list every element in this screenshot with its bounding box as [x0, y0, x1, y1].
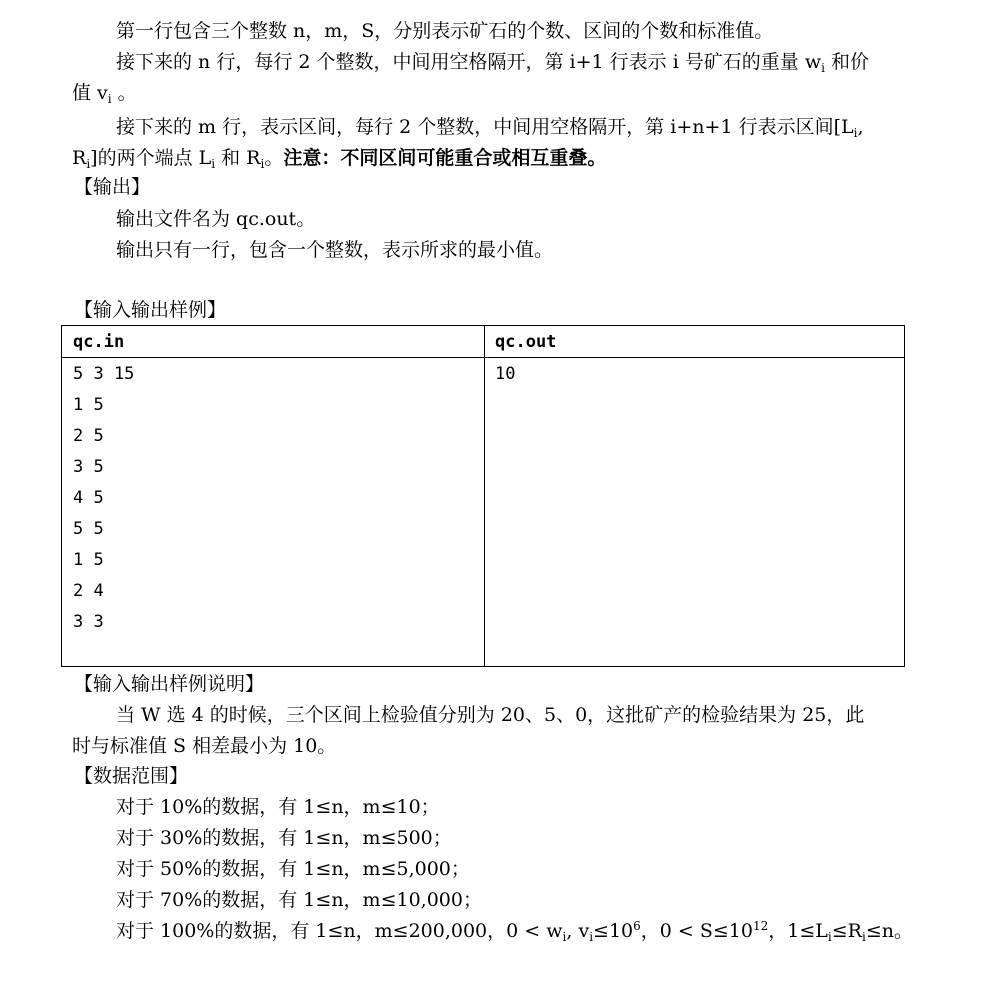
explanation-heading: 【输入输出样例说明】 [74, 673, 265, 695]
subscript: i [107, 92, 112, 106]
subscript: i [589, 930, 594, 944]
sample-input-line: 5 5 [73, 519, 104, 539]
text-run: ≤R [831, 920, 862, 942]
subscript: i [211, 157, 216, 171]
text-run: 。 [264, 147, 284, 169]
sample-input-line: 3 3 [73, 612, 104, 632]
subscript: i [861, 930, 866, 944]
text-run: ]的两个端点 L [90, 147, 212, 169]
sample-output-line: 10 [495, 364, 516, 384]
constraint-line-4: 对于 70%的数据，有 1≤n，m≤10,000； [116, 889, 482, 911]
sample-input-line: 2 4 [73, 581, 104, 601]
output-line-2: 输出只有一行，包含一个整数，表示所求的最小值。 [116, 239, 554, 261]
superscript: 6 [633, 919, 641, 933]
input-desc-line-2 [116, 49, 869, 75]
table-column-rule [484, 326, 485, 666]
explanation-line-1: 当 W 选 4 的时候，三个区间上检验值分别为 20、5、0，这批矿产的检验结果为 25，此 [116, 704, 865, 726]
text-run: ，0 < S≤10 [640, 920, 753, 942]
constraint-line-3: 对于 50%的数据，有 1≤n，m≤5,000； [116, 858, 470, 880]
table-header-input: qc.in [73, 332, 125, 352]
constraint-line-1: 对于 10%的数据，有 1≤n，m≤10； [116, 796, 440, 818]
text-run: 和 R [215, 147, 261, 169]
sample-input-line: 3 5 [73, 457, 104, 477]
subscript: i [821, 61, 825, 75]
sample-table [61, 325, 905, 667]
text-run: , v [566, 920, 590, 942]
explanation-line-2: 时与标准值 S 相差最小为 10。 [72, 735, 337, 757]
text-run: ≤n。 [865, 920, 913, 942]
sample-heading: 【输入输出样例】 [74, 299, 227, 321]
input-desc-line-1 [116, 18, 773, 44]
output-line-1: 输出文件名为 qc.out。 [116, 208, 316, 230]
text-run: 接下来的 n 行，每行 2 个整数，中间用空格隔开，第 i+1 行表示 i 号矿石的重量 w [116, 51, 822, 73]
sample-input-line: 4 5 [73, 488, 104, 508]
input-desc-text: 第一行包含三个整数 n，m，S，分别表示矿石的个数、区间的个数和标准值。 [116, 20, 774, 42]
sample-input-line: 1 5 [73, 395, 104, 415]
table-header-rule [62, 357, 904, 358]
sample-input-line: 1 5 [73, 550, 104, 570]
superscript: 12 [752, 919, 769, 933]
input-desc-line-5 [72, 145, 606, 171]
text-run: 。 [111, 82, 137, 104]
output-heading: 【输出】 [74, 176, 151, 198]
input-desc-line-4 [116, 114, 864, 140]
constraint-line-5 [116, 918, 913, 944]
text-run: ≤10 [593, 920, 634, 942]
text-run: ，1≤L [768, 920, 828, 942]
input-desc-line-3 [72, 80, 137, 106]
subscript: i [86, 157, 91, 171]
sample-input-line: 2 5 [73, 426, 104, 446]
text-run: 对于 100%的数据，有 1≤n，m≤200,000，0 < w [116, 920, 563, 942]
text-run: 值 v [72, 82, 108, 104]
table-header-output: qc.out [495, 332, 557, 352]
text-run: 接下来的 m 行，表示区间，每行 2 个整数，中间用空格隔开，第 i+n+1 行表示区间[L [116, 116, 854, 138]
subscript: i [260, 157, 265, 171]
constraints-heading: 【数据范围】 [74, 765, 189, 787]
sample-input-line: 5 3 15 [73, 364, 135, 384]
subscript: i [827, 930, 832, 944]
constraint-line-2: 对于 30%的数据，有 1≤n，m≤500； [116, 827, 452, 849]
subscript: i [562, 930, 567, 944]
text-run: R [72, 147, 87, 169]
subscript: i [853, 126, 858, 140]
text-run: , [857, 116, 864, 138]
text-run: 和价 [824, 51, 869, 73]
note-bold: 注意：不同区间可能重合或相互重叠。 [283, 147, 607, 169]
